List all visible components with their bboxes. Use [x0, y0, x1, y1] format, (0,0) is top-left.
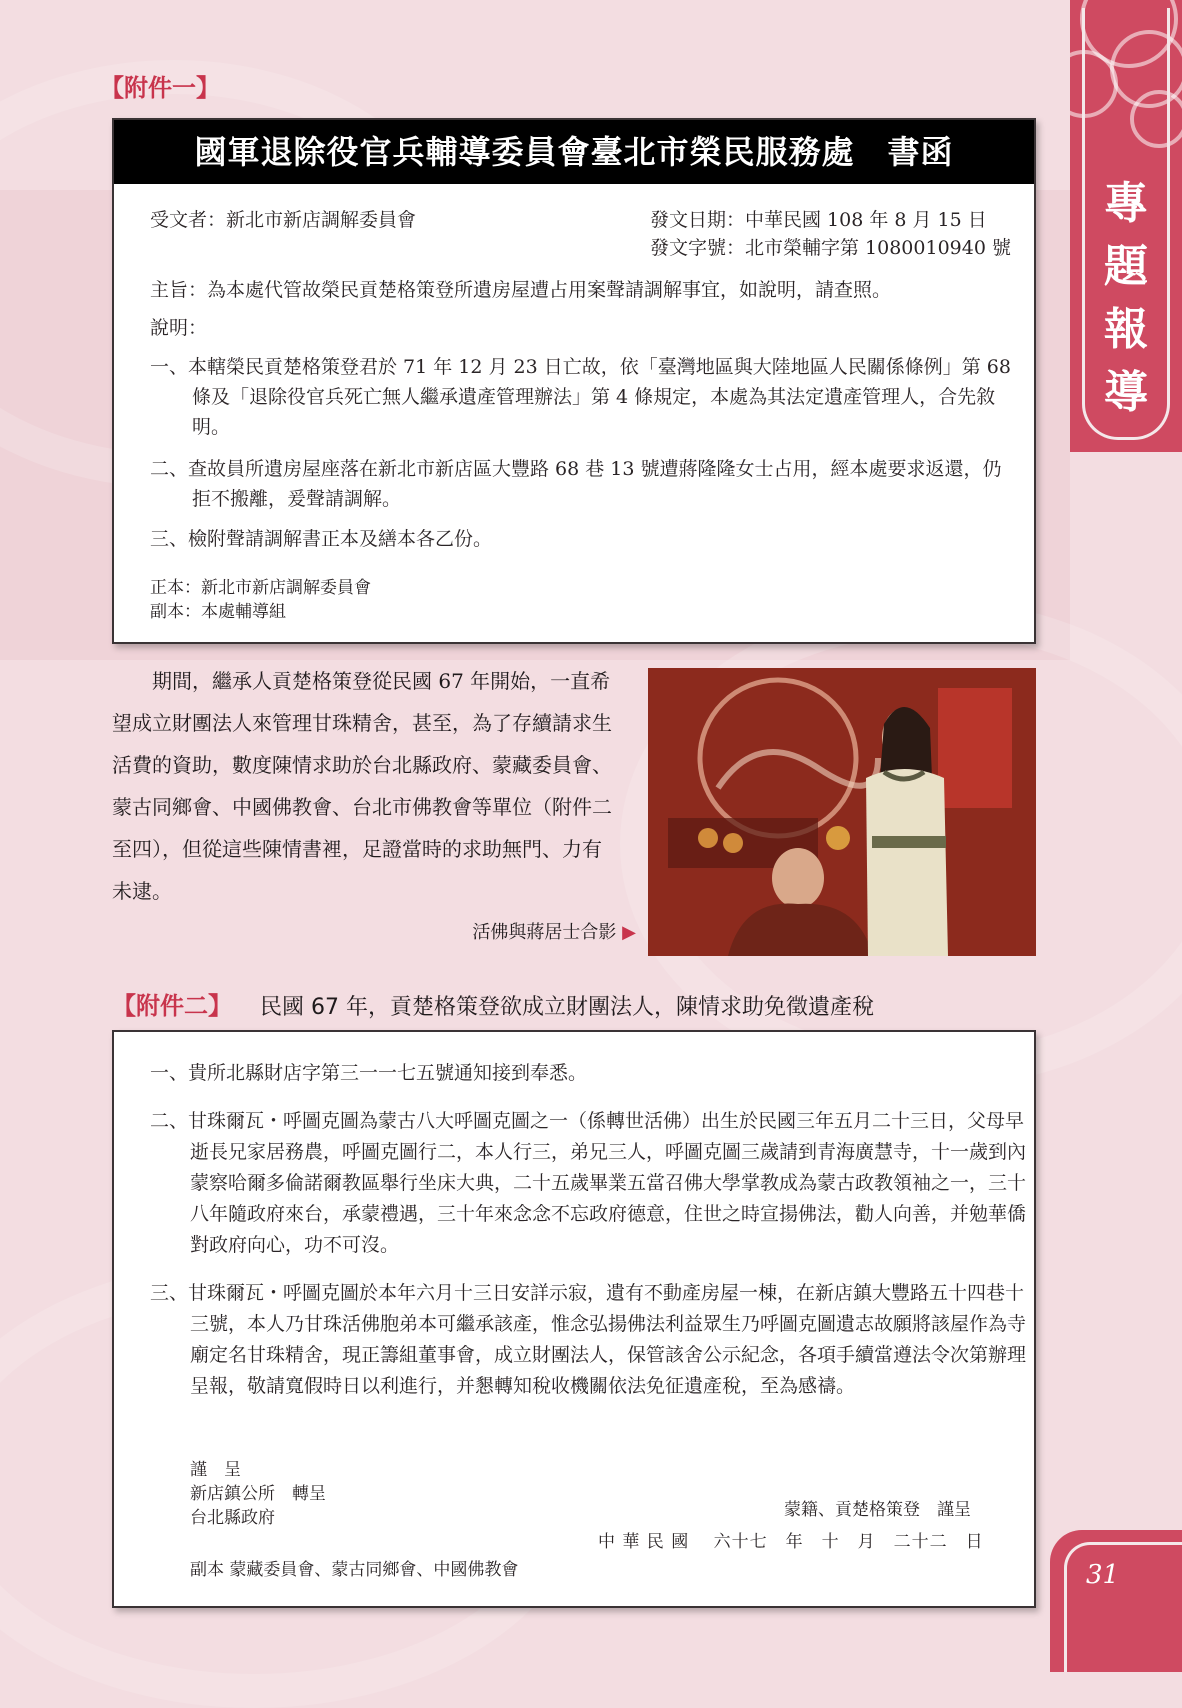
closing-forward: 新店鎮公所 轉呈 [190, 1484, 326, 1504]
signature: 蒙籍、貢楚格策登 謹呈 [784, 1500, 971, 1520]
copy-main: 正本：新北市新店調解委員會 [150, 578, 371, 598]
photo-illustration [648, 668, 1036, 956]
closing-respectfully: 謹 呈 [190, 1460, 241, 1480]
recipient: 受文者：新北市新店調解委員會 [150, 209, 417, 231]
section-title: 專 題 報 導 [1104, 178, 1148, 418]
document-number: 發文字號：北市榮輔字第 1080010940 號 [650, 237, 1011, 259]
historical-photo [648, 668, 1036, 956]
attachment-2-letter [112, 1030, 1036, 1608]
letter-date: 中 華 民 國 六十七 年 十 月 二十二 日 [598, 1532, 984, 1552]
copy-sub: 副本：本處輔導組 [150, 602, 286, 622]
attachment-2-label: 【附件二】 [112, 991, 232, 1020]
letter-item: 二、甘珠爾瓦・呼圖克圖為蒙古八大呼圖克圖之一（係轉世活佛）出生於民國三年五月二十三日，父母早逝長兄家居務農，呼圖克圖行二，本人行三，弟兄三人，呼圖克圖三歲請到青海廣慧寺，十一歲到內蒙察哈爾多倫諾爾教區舉行坐床大典，二十五歲畢業五當召佛大學掌教成為蒙古政教領袖之一，三十八年隨政府來台，承蒙禮遇，三十年來念念不忘政府德意，住世之時宣揚佛法，勸人向善，并勉華僑對政府向心，功不可沒。 [150, 1110, 1027, 1256]
letter-item: 一、貴所北縣財店字第三一一七五號通知接到奉悉。 [150, 1062, 588, 1084]
attachment-1-label: 【附件一】 [100, 73, 220, 102]
photo-caption [400, 918, 636, 944]
body-paragraph: 期間，繼承人貢楚格策登從民國 67 年開始，一直希望成立財團法人來管理甘珠精舍，甚至，為了存續請求生活費的資助，數度陳情求助於台北縣政府、蒙藏委員會、蒙古同鄉會、中國佛教會、台北市佛教會等單位（附件二至四），但從這些陳情書裡，足證當時的求助無門、力有未逮。 [112, 669, 612, 903]
caption-text: 活佛與蔣居士合影 [472, 922, 617, 943]
attachment-2-title: 民國 67 年，貢楚格策登欲成立財團法人，陳情求助免徵遺產稅 [260, 995, 874, 1020]
page-number: 31 [1086, 1560, 1120, 1590]
issue-date: 發文日期：中華民國 108 年 8 月 15 日 [650, 209, 987, 231]
letter-header: 國軍退除役官兵輔導委員會臺北市榮民服務處 書函 [114, 120, 1034, 184]
explain-item: 一、本轄榮民貢楚格策登君於 71 年 12 月 23 日亡故，依「臺灣地區與大陸地區人民關係條例」第 68 條及「退除役官兵死亡無人繼承遺產管理辦法」第 4 條規定，本處為其法定遺產管理人，合先敘明。 [150, 356, 1011, 438]
explain-item: 二、查故員所遺房屋座落在新北市新店區大豐路 68 巷 13 號遭蔣隆隆女士占用，經本處要求返還，仍拒不搬離，爰聲請調解。 [150, 458, 1002, 510]
section-tab [1070, 0, 1182, 452]
subject: 主旨：為本處代管故榮民貢楚格策登所遺房屋遭占用案聲請調解事宜，如說明，請查照。 [150, 279, 892, 301]
letter-item: 三、甘珠爾瓦・呼圖克圖於本年六月十三日安詳示寂，遺有不動產房屋一棟，在新店鎮大豐路五十四巷十三號，本人乃甘珠活佛胞弟本可繼承該產，惟念弘揚佛法利益眾生乃呼圖克圖遺志故願將該屋作為寺廟定名甘珠精舍，現正籌組董事會，成立財團法人，保管該舍公示紀念，各項手續當遵法令次第辦理呈報，敬請寬假時日以利進行，并懇轉知稅收機關依法免征遺產稅，至為感禱。 [150, 1282, 1027, 1397]
page-number-box [1050, 1530, 1182, 1672]
caption-arrow-icon: ▶ [622, 922, 636, 943]
explain-item: 三、檢附聲請調解書正本及繕本各乙份。 [150, 528, 493, 550]
closing-recipient: 台北縣政府 [190, 1508, 275, 1528]
attachment-1-letter [112, 118, 1036, 644]
explain-label: 說明： [150, 317, 208, 339]
letter-copy: 副本 蒙藏委員會、蒙古同鄉會、中國佛教會 [190, 1560, 519, 1580]
